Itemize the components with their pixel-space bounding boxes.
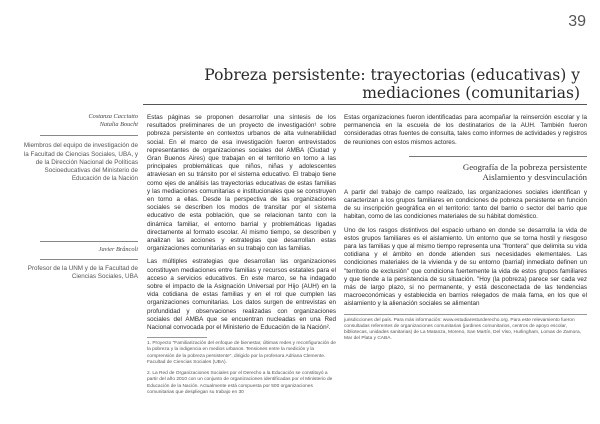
author-affiliation: Miembros del equipo de investigación de la Facultad de Ciencias Sociales, UBA, y de la Dirección Nacional de Políticas Socioeducativas del Ministerio de Educación de la Nación: [23, 142, 138, 183]
article-title: [200, 66, 580, 102]
text-column-1: [147, 114, 336, 401]
author-name: Javier Brâncoli: [98, 246, 138, 253]
author-name: Costanza Cacciutto: [88, 113, 138, 120]
footnote: 2. La Red de Organizaciones Sociales por el Derecho a la Educación se constituyó a partir del año 2010 con un conjunto de organizaciones identificadas por el Ministerio de Educación de la Nación. Actualmente está compuesta por 500 organizaciones comunitarias que despliegan su trabajo en 30: [147, 371, 333, 395]
footnote: 1. Proyecto "Familiarización del enfoque de bienestar, últimas redes y reconfiguración de la pobreza y la indigencia en medios urbanos. Tensiones entre la medición y la comprensión de la pobreza persistente", dirigido por la profesora Adriana Clemente. Facultad de Ciencias Sociales (UBA).: [147, 341, 336, 365]
paragraph: Las múltiples estrategias que desarrollan las organizaciones constituyen mediaciones entre familias y recursos estatales para el acceso a servicios educativos. En este marco, se ha indagado sobre el impacto de la Asignación Universal por Hijo (AUH) en la vida cotidiana de estas familias y en el rol que cumplen las organizaciones comunitarias. Los datos surgen de entrevistas en profundidad y observaciones realizadas con organizaciones sociales del AMBA que se encuentran nucleadas en una Red Nacional convocada por el Ministerio de Educación de la Nación².: [147, 258, 336, 332]
author-name: Natalia Boucht: [99, 121, 138, 129]
author-divider: [40, 135, 138, 136]
paragraph: A partir del trabajo de campo realizado, las organizaciones sociales identifican y caracterizan a los grupos familiares en condiciones de pobreza persistente en función de su inscripción geográfica en el territorio: tanto del barrio o sector del barrio que habitan, como de las condiciones materiales de su hábitat doméstico.: [344, 188, 587, 221]
page-number: 39: [568, 13, 586, 30]
title-line-2: mediaciones (comunitarias): [362, 84, 580, 102]
author-divider: [40, 241, 138, 242]
title-line-1: Pobreza persistente: trayectorias (educativas) y: [204, 66, 580, 84]
paragraph: Estas páginas se proponen desarrollar una síntesis de los resultados preliminares de un proyecto de investigación¹ sobre pobreza persistente en contextos urbanos de alta vulnerabilidad social. En el marco de esa investigación fueron entrevistados representantes de organizaciones sociales del AMBA (Ciudad y Gran Buenos Aires) que trabajan en el territorio en torno a las principales problemáticas que niños, niñas y adolescentes atraviesan en su tránsito por el sistema educativo. El trabajo tiene como ejes de análisis las trayectorias educativas de estas familias y las mediaciones comunitarias e institucionales que se construyen en torno a ellas. Desde la perspectiva de las organizaciones sociales se describen los modos de transitar por el sistema educativo de esta población, que se relacionan tanto con la dinámica familiar, el entorno barrial y problemáticas ligadas directamente al formato escolar. Al mismo tiempo, se describen y analizan las acciones y estrategias que desarrollan estas organizaciones comunitarias en su trabajo con las familias.: [147, 114, 336, 253]
text-column-2: [344, 114, 587, 347]
author-block-1: [22, 113, 138, 183]
title-rule: [143, 104, 587, 105]
section-rule: [409, 156, 587, 157]
footnote-continuation: jurisdicciones del país. Para más información: www.estudiaresturderecho.org. Para este relevamiento fueron consultadas referentes de organizaciones comunitarias (jardines comunitarios, centros de apoyo escolar, bibliotecas, unidades sanitarias) de La Matanza, Moreno, San Martín, Del Viso, Hurlingham, Lomas de Zamora, Mar del Plata y CABA.: [344, 317, 581, 342]
section-title: Geografía de la pobreza persistente: [462, 161, 587, 172]
author-divider: [40, 259, 138, 260]
author-affiliation: Profesor de la UNM y de la Facultad de Ciencias Sociales, UBA: [27, 265, 138, 281]
author-block-2: [22, 241, 138, 282]
paragraph: Estas organizaciones fueron identificadas para acompañar la reinserción escolar y la permanencia en la escuela de los destinatarios de la AUH. También fueron consideradas otras fuentes de consulta, tales como informes de actividades y registros de reuniones con estos mismos actores.: [344, 114, 587, 146]
paragraph: Uno de los rasgos distintivos del espacio urbano en donde se desarrolla la vida de estos grupos familiares es el aislamiento. Un entorno que se torna hostil y riesgoso para las familias y que al mismo tiempo representa una "frontera" que delimita su vida cotidiana y el ámbito en donde atienden sus necesidades elementales. Las condiciones materiales de la vivienda y de su entorno (barrial) inmediato definen un "territorio de exclusión" que condiciona fuertemente la vida de estos grupos familiares y que tiende a la persistencia de su situación. "Hoy (la pobreza) parece ser cada vez más de largo plazo, si no permanente, y está desconectada de las tendencias macroeconómicas y establecida en barrios relegados de mala fama, en los que el aislamiento y la alienación sociales se alimentan: [344, 226, 587, 308]
section-subtitle: Aislamiento y desvinculación: [482, 171, 587, 182]
footnote-rule: [344, 314, 587, 315]
footnote-rule: [147, 337, 207, 338]
